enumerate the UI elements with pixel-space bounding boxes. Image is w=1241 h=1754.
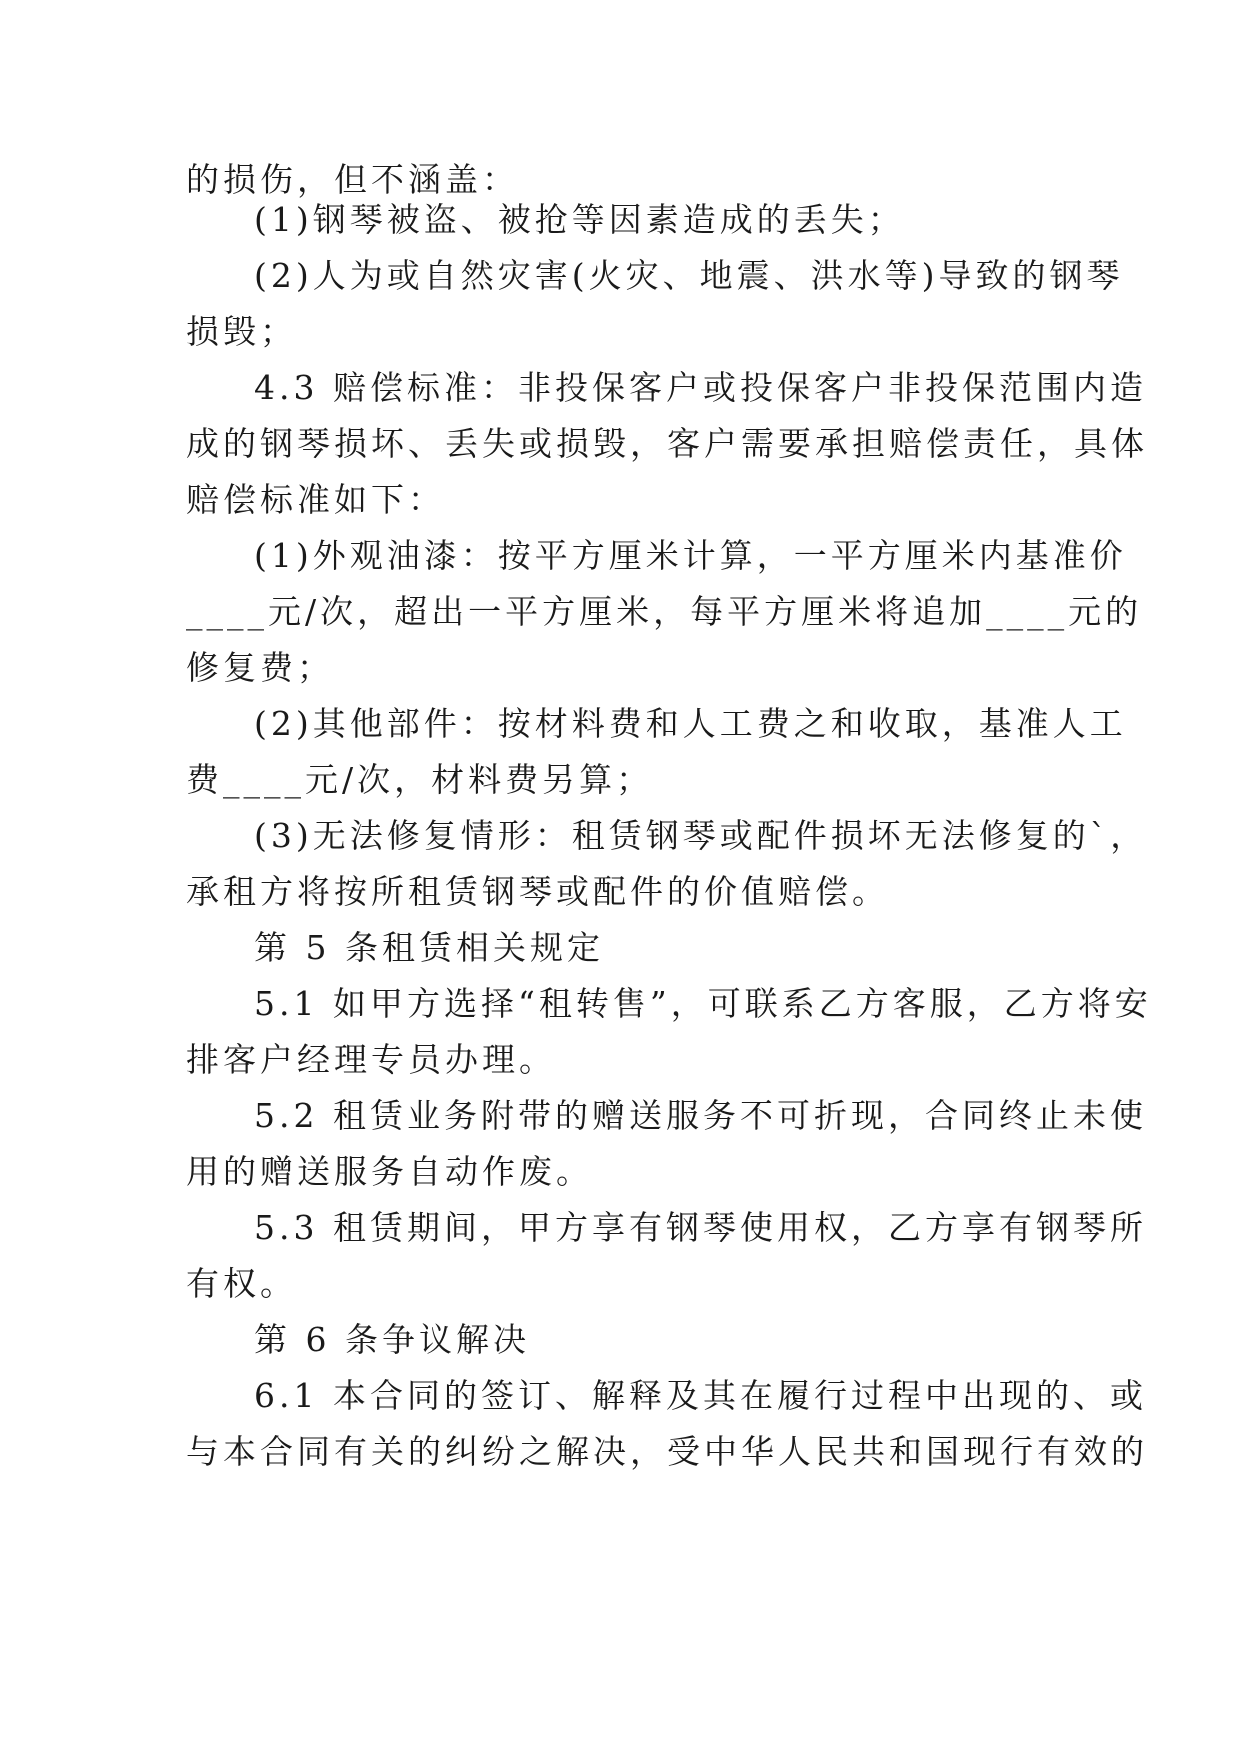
text-line: 有权。	[186, 1264, 297, 1303]
text-line: 5.1 如甲方选择“租转售”，可联系乙方客服，乙方将安	[254, 984, 1152, 1023]
text-line: 损毁；	[186, 312, 297, 351]
text-line: 4.3 赔偿标准：非投保客户或投保客户非投保范围内造	[254, 368, 1147, 407]
text-line: 的损伤，但不涵盖：	[186, 160, 519, 199]
text-line: (2)其他部件：按材料费和人工费之和收取，基准人工	[254, 704, 1127, 743]
section-heading: 第 6 条争议解决	[254, 1320, 530, 1359]
text-line: 与本合同有关的纠纷之解决，受中华人民共和国现行有效的	[186, 1432, 1148, 1471]
text-line: ____元/次，超出一平方厘米，每平方厘米将追加____元的	[186, 592, 1143, 631]
text-line: 6.1 本合同的签订、解释及其在履行过程中出现的、或	[254, 1376, 1147, 1415]
text-line: 费____元/次，材料费另算；	[186, 760, 654, 799]
text-line: 成的钢琴损坏、丢失或损毁，客户需要承担赔偿责任，具体	[186, 424, 1148, 463]
section-heading: 第 5 条租赁相关规定	[254, 928, 604, 967]
text-line: 承租方将按所租赁钢琴或配件的价值赔偿。	[186, 872, 889, 911]
text-line: 排客户经理专员办理。	[186, 1040, 556, 1079]
text-line: 5.3 租赁期间，甲方享有钢琴使用权，乙方享有钢琴所	[254, 1208, 1147, 1247]
text-line: 5.2 租赁业务附带的赠送服务不可折现，合同终止未使	[254, 1096, 1147, 1135]
text-line: 赔偿标准如下：	[186, 480, 445, 519]
text-line: (1)钢琴被盗、被抢等因素造成的丢失；	[254, 200, 905, 239]
text-line: 用的赠送服务自动作废。	[186, 1152, 593, 1191]
text-line: 修复费；	[186, 648, 334, 687]
text-line: (3)无法修复情形：租赁钢琴或配件损坏无法修复的`，	[254, 816, 1148, 855]
text-line: (2)人为或自然灾害(火灾、地震、洪水等)导致的钢琴	[254, 256, 1124, 295]
text-line: (1)外观油漆：按平方厘米计算，一平方厘米内基准价	[254, 536, 1127, 575]
